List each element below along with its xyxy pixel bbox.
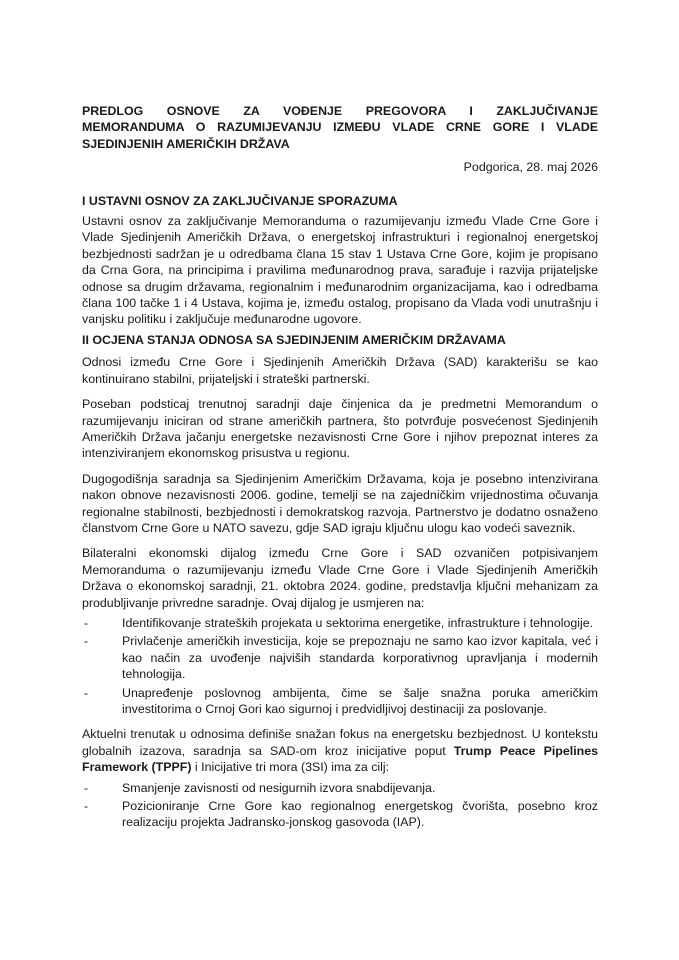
- paragraph-5-text-start: Aktuelni trenutak u odnosima definiše snažan fokus na energetsku bezbjednost. U kontekstu globalnih izazova, saradnja sa SAD-om kroz inicijative poput: [82, 727, 598, 758]
- dash-bullet: -: [84, 799, 89, 814]
- list-item: [82, 780, 598, 796]
- dash-bullet: -: [84, 634, 89, 649]
- title-line-1: PREDLOG OSNOVE ZA VOĐENJE PREGOVORA I ZAKLJUČIVANJE: [82, 104, 598, 118]
- paragraph-5-text-end: i Inicijative tri mora (3SI) ima za cilj:: [191, 760, 390, 775]
- dash-bullet: -: [84, 685, 89, 700]
- section-2-paragraph-5: [82, 726, 598, 775]
- document-page: [82, 103, 598, 840]
- section-2-paragraph-1: Odnosi između Crne Gore i Sjedinjenih Američkih Država (SAD) karakterišu se kao kontinuirano stabilni, prijateljski i strateški partnerski.: [82, 355, 598, 386]
- dash-bullet: -: [84, 615, 89, 630]
- list-item: [82, 633, 598, 682]
- tppf-initiative-name: Trump Peace Pipelines Framework (TPPF): [82, 743, 599, 775]
- list-item: [82, 615, 598, 631]
- dash-bullet: -: [84, 780, 89, 795]
- list-item-text: Pozicioniranje Crne Gore kao regionalnog energetskog čvorišta, posebno kroz realizaciju projekta Jadransko-jonskog gasovoda (IAP).: [122, 799, 598, 830]
- list-item-text: Unapređenje poslovnog ambijenta, čime se šalje snažna poruka američkim investitorima o Crnoj Gori kao sigurnoj i predvidljivoj destinaciji za poslovanje.: [122, 685, 598, 716]
- section-2-paragraph-3: Dugogodišnja saradnja sa Sjedinjenim Američkim Državama, koja je posebno intenzivirana nakon obnove nezavisnosti 2006. godine, temelji se na zajedničkim vrijednostima očuvanja regionalne stabilnosti, bezbjednosti i demokratskog razvoja. Partnerstvo je dodatno osnaženo članstvom Crne Gore u NATO savezu, gdje SAD igraju ključnu ulogu kao vodeći saveznik.: [82, 471, 598, 535]
- section-2-heading: II OCJENA STANJA ODNOSA SA SJEDINJENIM AMERIČKIM DRŽAVAMA: [82, 332, 506, 347]
- list-item-text: Smanjenje zavisnosti od nesigurnih izvora snabdijevanja.: [122, 780, 436, 795]
- section-2-paragraph-4: Bilateralni ekonomski dijalog između Crne Gore i SAD ozvaničen potpisivanjem Memoranduma o razumijevanju između Vlade Crne Gore i Vlade Sjedinjenih Američkih Država o ekonomskoj saradnji, 21. oktobra 2024. godine, predstavlja ključni mehanizam za produbljivanje privredne saradnje. Ovaj dijalog je usmjeren na:: [82, 546, 598, 610]
- section-2-paragraph-2: Poseban podsticaj trenutnoj saradnji daje činjenica da je predmetni Memorandum o razumijevanju iniciran od strane američkih partnera, što potvrđuje posvećenost Sjedinjenih Američkih Država jačanju energetske nezavisnosti Crne Gore i njihov prepoznat interes za intenziviranjem ekonomskog prisustva u regionu.: [82, 397, 598, 461]
- document-title: [82, 103, 598, 152]
- date-line: Podgorica, 28. maj 2026: [463, 160, 598, 175]
- section-1-heading: I USTAVNI OSNOV ZA ZAKLJUČIVANJE SPORAZUMA: [82, 193, 398, 208]
- title-line-2: MEMORANDUMA O RAZUMIJEVANJU IZMEĐU VLADE CRNE GORE I VLADE: [82, 120, 598, 135]
- list-item: [82, 798, 598, 831]
- dialog-goals-list: [82, 615, 598, 717]
- title-line-3: SJEDINJENIH AMERIČKIH DRŽAVA: [82, 136, 290, 151]
- list-item: [82, 685, 598, 718]
- list-item-text: Privlačenje američkih investicija, koje se prepoznaju ne samo kao izvor kapitala, već i kao način za uvođenje najviših standarda korporativnog upravljanja i modernih tehnologija.: [122, 634, 598, 682]
- energy-goals-list: [82, 780, 598, 831]
- section-1-paragraph: Ustavni osnov za zaključivanje Memoranduma o razumijevanju između Vlade Crne Gore i Vlade Sjedinjenih Američkih Država, o energetskoj infrastrukturi i regionalnoj energetskoj bezbjednosti sadržan je u odredbama člana 15 stav 1 Ustava Crne Gore, kojim je propisano da Crna Gora, na principima i pravilima međunarodnog prava, sarađuje i razvija prijateljske odnose sa drugim državama, regionalnim i međunarodnim organizacijama, kao i odredbama člana 100 tačke 1 i 4 Ustava, kojima je, između ostalog, propisano da Vlada vodi unutrašnju i vanjsku politiku i zaključuje međunarodne ugovore.: [82, 214, 598, 327]
- list-item-text: Identifikovanje strateških projekata u sektorima energetike, infrastrukture i tehnologije.: [122, 615, 594, 630]
